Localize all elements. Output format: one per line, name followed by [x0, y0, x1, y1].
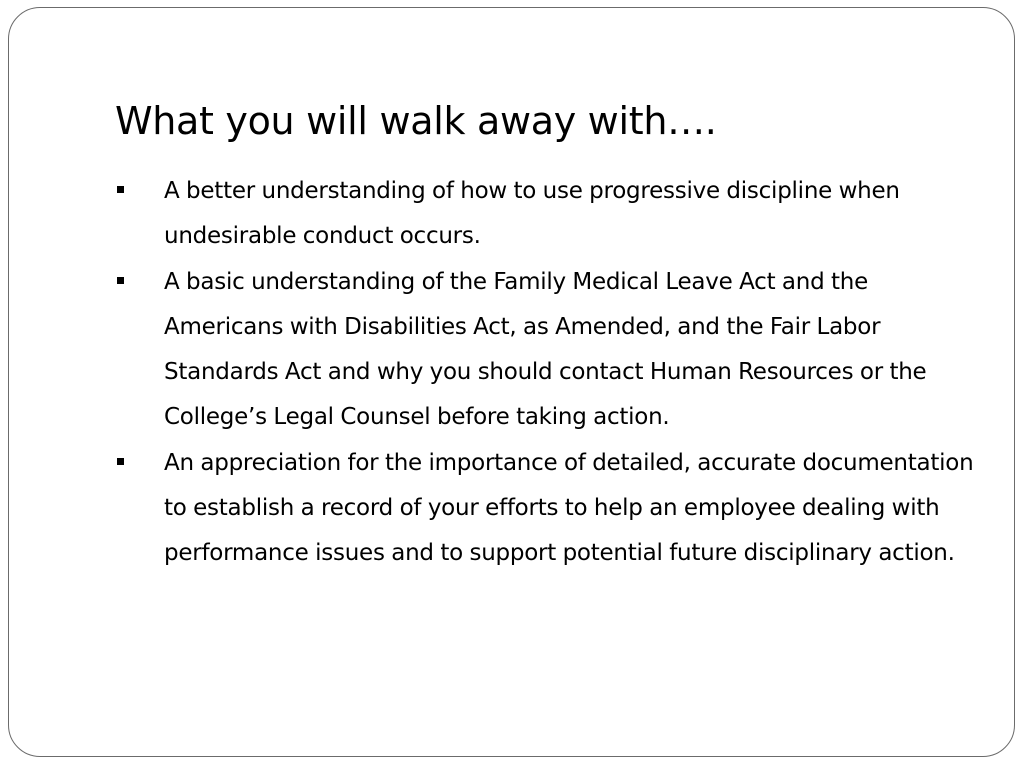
bullet-item-progressive-discipline	[115, 169, 975, 260]
bullet-text: A basic understanding of the Family Medical Leave Act and the Americans with Disabilities Act, as Amended, and the Fair Labor Standards Act and why you should contact Human Resources or the College’s Legal Counsel before taking action.	[164, 268, 927, 431]
square-bullet-icon	[117, 458, 124, 465]
bullet-list	[115, 169, 975, 577]
square-bullet-icon	[117, 186, 124, 193]
slide-title: What you will walk away with….	[115, 99, 717, 143]
bullet-text: An appreciation for the importance of detailed, accurate documentation to establish a record of your efforts to help an employee dealing with performance issues and to support potential future disciplinary action.	[164, 449, 974, 567]
bullet-item-fmla-ada-flsa	[115, 260, 975, 441]
square-bullet-icon	[117, 277, 124, 284]
bullet-text: A better understanding of how to use progressive discipline when undesirable conduct occurs.	[164, 178, 900, 250]
bullet-item-documentation	[115, 441, 975, 577]
